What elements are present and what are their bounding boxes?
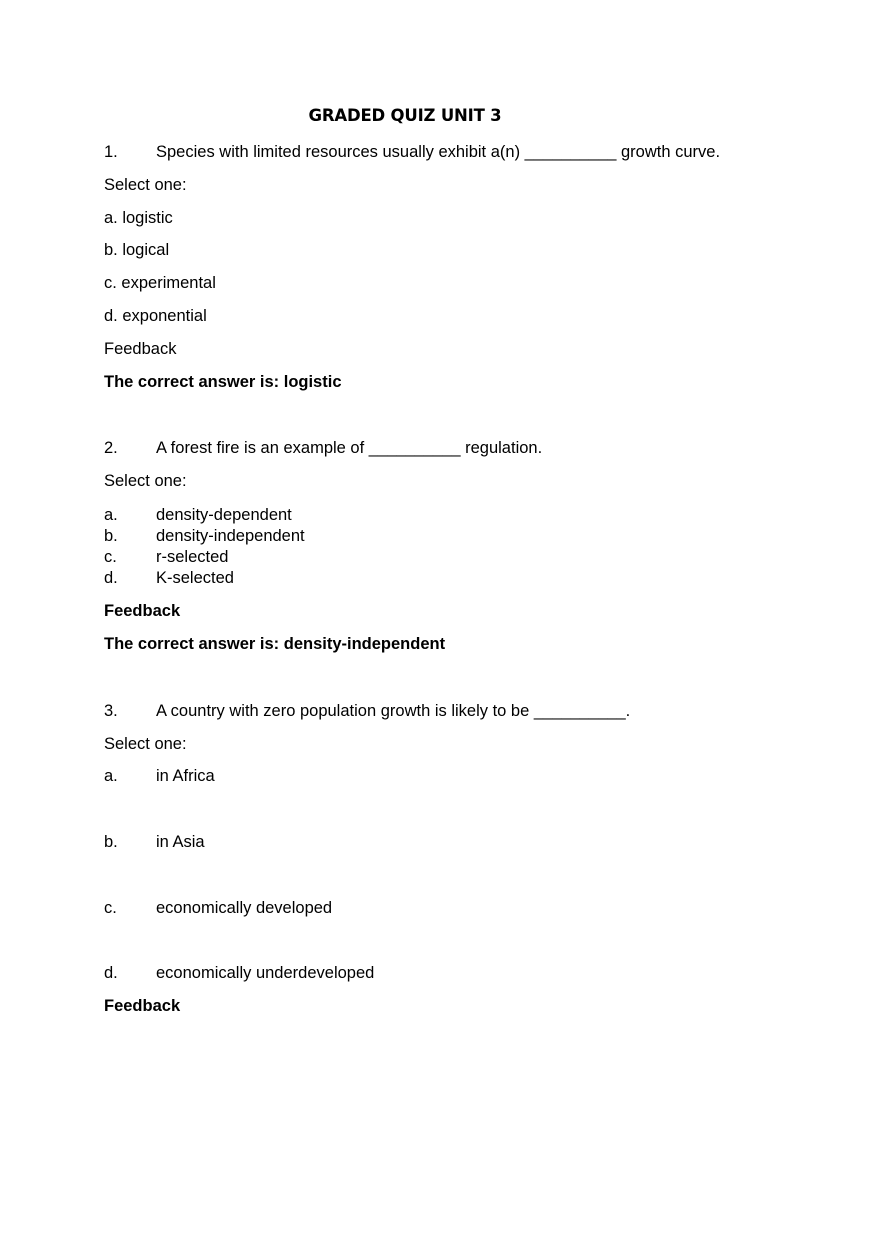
question-1-option-a: a. logistic bbox=[104, 209, 173, 227]
question-1-select-label: Select one: bbox=[104, 176, 187, 194]
question-2-option-b-letter: b. bbox=[104, 527, 118, 545]
question-1-option-c: c. experimental bbox=[104, 274, 216, 292]
question-2-option-a-letter: a. bbox=[104, 506, 118, 524]
question-3-option-a-letter: a. bbox=[104, 767, 118, 785]
question-1-feedback-label: Feedback bbox=[104, 340, 177, 358]
question-3-option-a-text: in Africa bbox=[156, 767, 215, 785]
question-1-text: Species with limited resources usually exhibit a(n) __________ growth curve. bbox=[156, 143, 721, 161]
question-1-option-b: b. logical bbox=[104, 241, 170, 259]
question-3-option-b-letter: b. bbox=[104, 833, 118, 851]
question-2-feedback-label: Feedback bbox=[104, 602, 181, 620]
question-3-option-b-text: in Asia bbox=[156, 833, 205, 851]
question-2-option-c-letter: c. bbox=[104, 548, 117, 566]
question-3-number: 3. bbox=[104, 702, 118, 720]
question-3-text: A country with zero population growth is likely to be __________. bbox=[156, 702, 631, 720]
question-3-option-c-text: economically developed bbox=[156, 899, 333, 917]
question-2-number: 2. bbox=[104, 439, 118, 457]
question-2-option-d-letter: d. bbox=[104, 569, 118, 587]
question-3-option-d-text: economically underdeveloped bbox=[156, 964, 375, 982]
question-2-option-a-text: density-dependent bbox=[156, 506, 292, 524]
question-2-option-c-text: r-selected bbox=[156, 548, 229, 566]
question-1-option-d: d. exponential bbox=[104, 307, 207, 325]
question-3-select-label: Select one: bbox=[104, 735, 187, 753]
question-2-select-label: Select one: bbox=[104, 472, 187, 490]
page-title: GRADED QUIZ UNIT 3 bbox=[308, 106, 502, 125]
question-1-correct-answer: The correct answer is: logistic bbox=[104, 373, 342, 391]
question-3-option-c-letter: c. bbox=[104, 899, 117, 917]
question-2-text: A forest fire is an example of __________ regulation. bbox=[156, 439, 543, 457]
question-2-option-b-text: density-independent bbox=[156, 527, 305, 545]
question-2-option-d-text: K-selected bbox=[156, 569, 234, 587]
question-2-correct-answer: The correct answer is: density-independent bbox=[104, 635, 446, 653]
question-3-option-d-letter: d. bbox=[104, 964, 118, 982]
question-3-feedback-label: Feedback bbox=[104, 997, 181, 1015]
question-1-number: 1. bbox=[104, 143, 118, 161]
